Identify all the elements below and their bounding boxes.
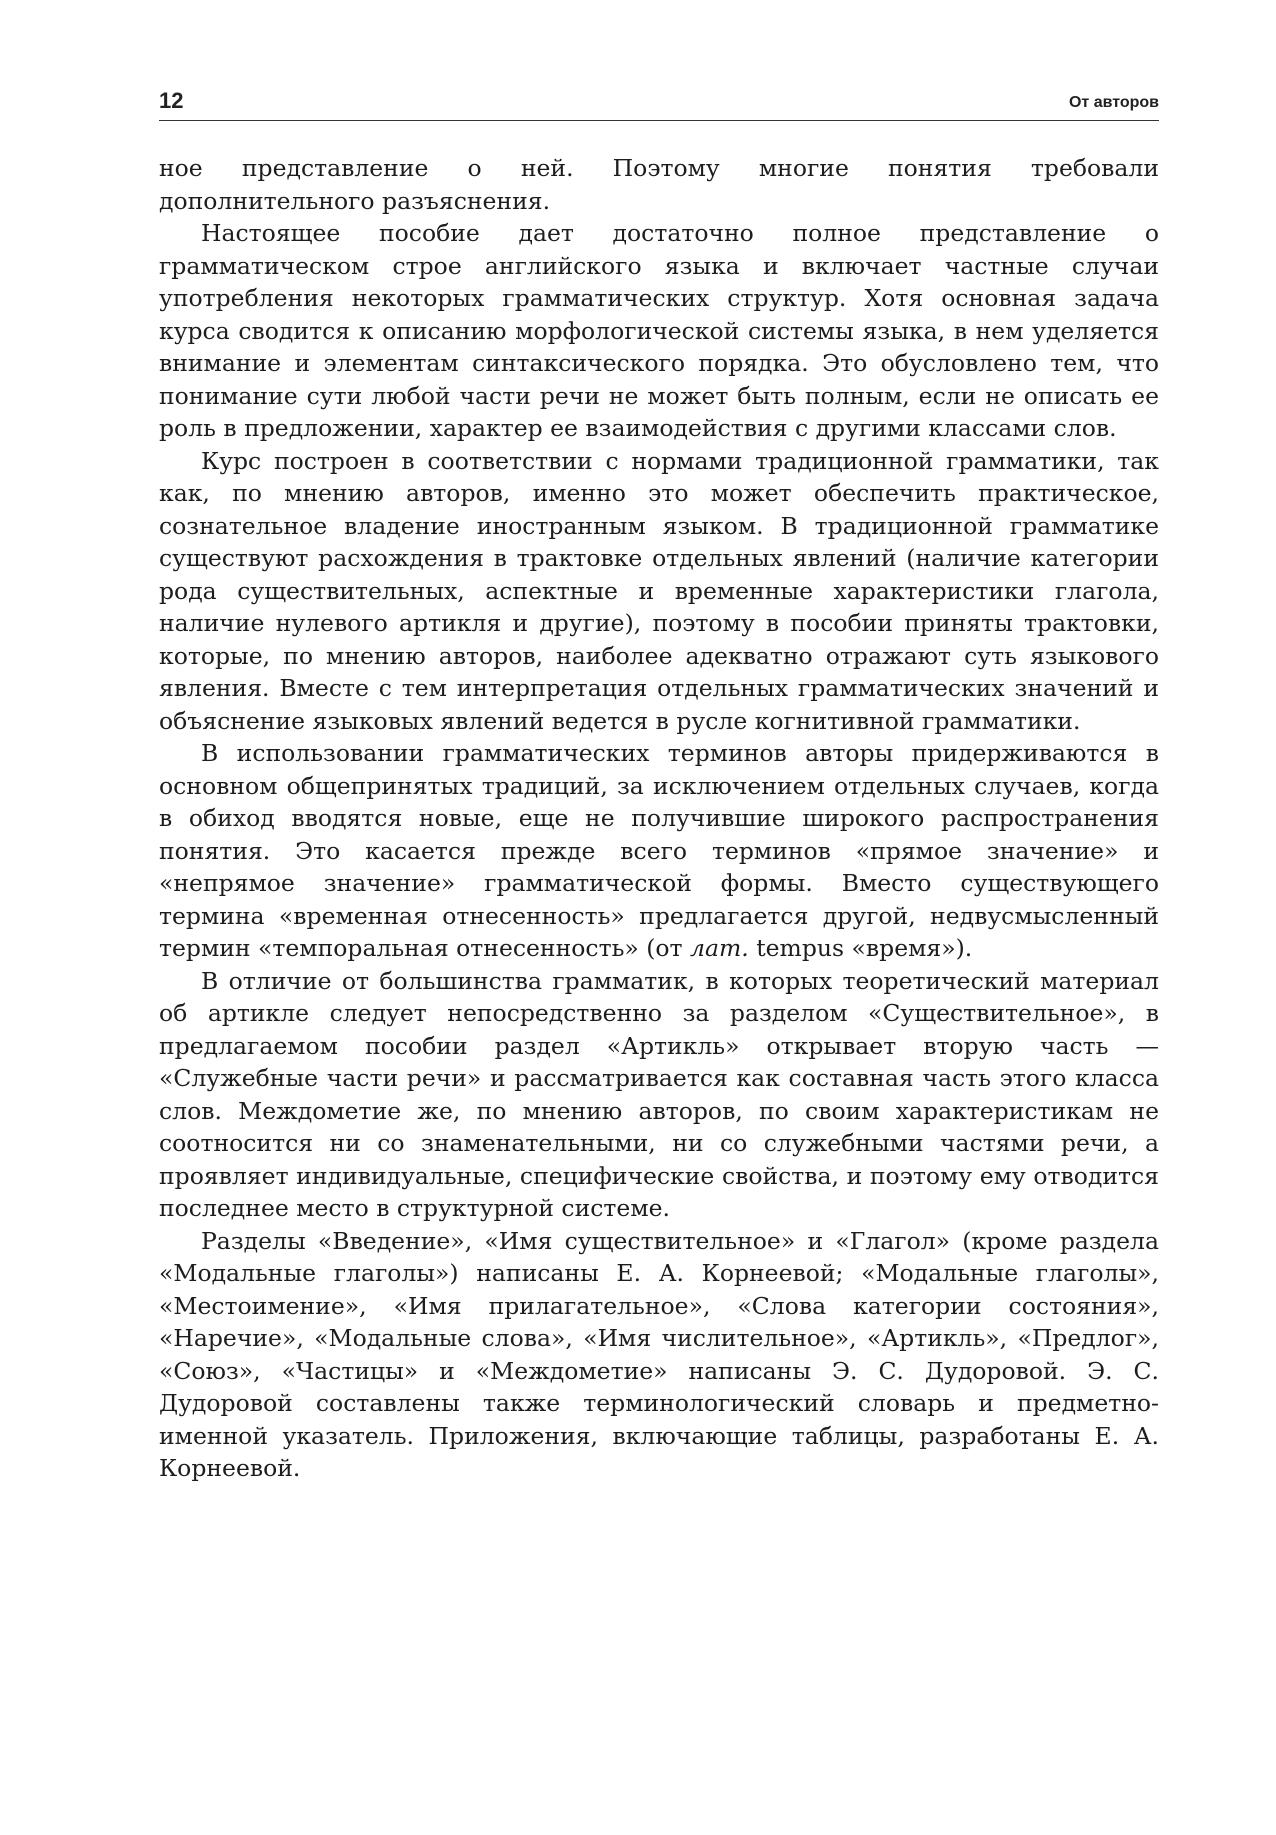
paragraph: Разделы «Введение», «Имя существительное» и «Глагол» (кроме раздела «Модальные глаголы») написаны Е. А. Корнеевой; «Модальные глаголы», «Местоимение», «Имя прилагательное», «Слова категории состояния», «Наречие», «Модальные слова», «Имя числительное», «Артикль», «Предлог», «Союз», «Частицы» и «Междометие» написаны Э. С. Дудоровой. Э. С. Дудоровой составлены также терминологический словарь и предметно-именной указатель. Приложения, включающие таблицы, разработаны Е. А. Корнеевой. [159,1226,1159,1482]
running-header [159,86,1159,121]
section-title: От авторов [1068,94,1159,111]
paragraph: Настоящее пособие дает достаточно полное представление о грамматическом строе английского языка и включает частные случаи употребления некоторых грамматических структур. Хотя основная задача курса сводится к описанию морфологической системы языка, в нем уделяется внимание и элементам синтаксического порядка. Это обусловлено тем, что понимание сути любой части речи не может быть полным, если не описать ее роль в предложении, характер ее взаимодействия с другими классами слов. [159,219,1159,442]
paragraph [159,737,1159,965]
body-text [159,152,1159,1485]
italic-abbreviation: лат. [690,934,749,962]
paragraph-text: tempus «время»). [748,934,973,962]
paragraph: Курс построен в соответствии с нормами традиционной грамматики, так как, по мнению авторов, именно это может обеспечить практическое, сознательное владение иностранным языком. В традиционной грамматике существуют расхождения в трактовке отдельных явлений (наличие категории рода существительных, аспектные и временные характеристики глагола, наличие нулевого артикля и другие), поэтому в пособии приняты трактовки, которые, по мнению авторов, наиболее адекватно отражают суть языкового явления. Вместе с тем интерпретация отдельных грамматических значений и объяснение языковых явлений ведется в русле когнитивной грамматики. [159,446,1159,735]
paragraph: В отличие от большинства грамматик, в которых теоретический материал об артикле следует непосредственно за разделом «Существительное», в предлагаемом пособии раздел «Артикль» открывает вторую часть — «Служебные части речи» и рассматривается как составная часть этого класса слов. Междометие же, по мнению авторов, по своим характеристикам не соотносится ни со знаменательными, ни со служебными частями речи, а проявляет индивидуальные, специфические свойства, и поэтому ему отводится последнее место в структурной системе. [159,966,1159,1222]
paragraph-text: В использовании грамматических терминов авторы придерживаются в основном общепринятых традиций, за исключением отдельных случаев, когда в обиход вводятся новые, еще не получившие широкого распространения понятия. Это касается прежде всего терминов «прямое значение» и «непрямое значение» грамматической формы. Вместо существующего термина «временная отнесенность» предлагается другой, недвусмысленный термин «темпоральная отнесенность» (от [159,739,1159,962]
paragraph-continued: ное представление о ней. Поэтому многие понятия требовали дополнительного разъяснения. [159,154,1159,215]
page-number: 12 [159,88,184,113]
